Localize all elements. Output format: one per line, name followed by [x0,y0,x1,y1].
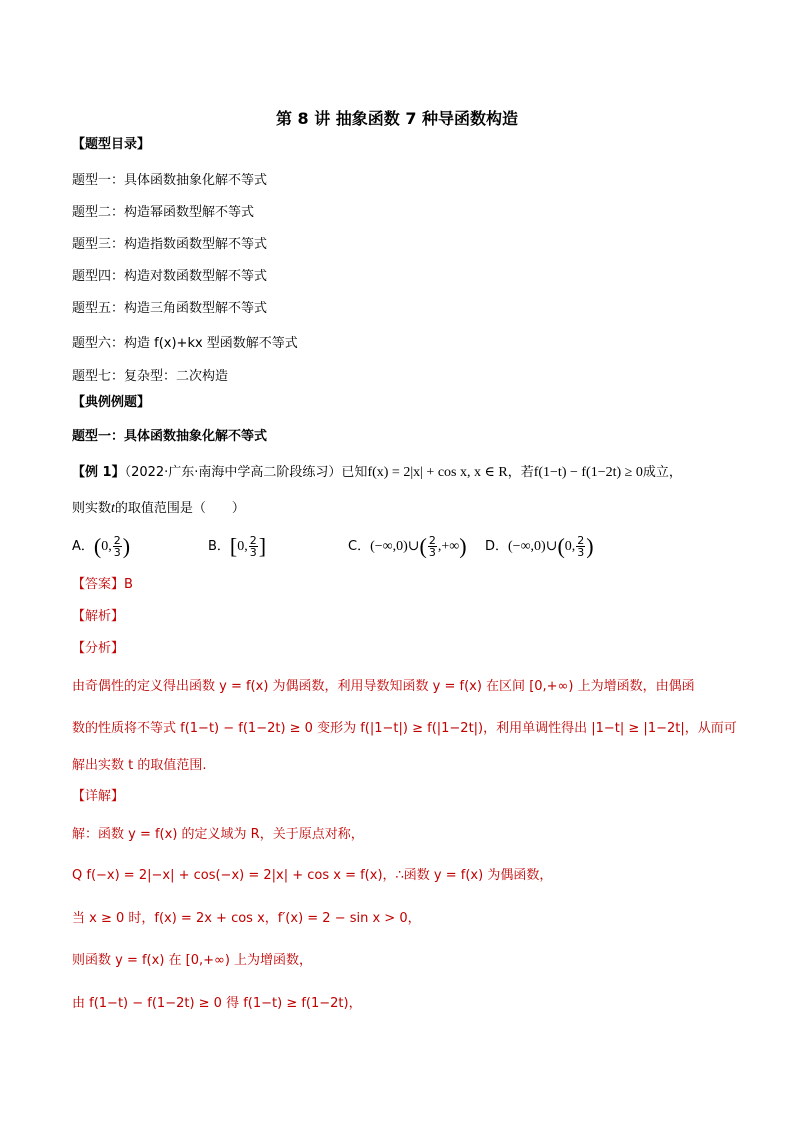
option-d-label: D． [485,539,509,554]
toc-item-6: 题型六：构造 f(x)+kx 型函数解不等式 [72,336,298,351]
fraction: $\frac{2}{3}$ [113,534,121,559]
answer-label: 【答案】B [72,577,133,592]
detail-line-4: 则函数 y = f(x) 在 [0,+∞) 上为增函数， [72,953,313,968]
fraction: $\frac{2}{3}$ [577,534,585,559]
condition-suffix: 成立， [642,465,682,480]
toc-header: 【题型目录】 [72,137,151,152]
analysis-header: 【解析】 [72,609,125,624]
option-d[interactable] [485,535,594,558]
toc-item-7: 题型七：复杂型：二次构造 [72,369,229,384]
paren-close: ) [459,533,467,559]
detail-line-5: 由 f(1−t) − f(1−2t) ≥ 0 得 f(1−t) ≥ f(1−2t)， [72,996,362,1011]
bracket-close: ] [258,533,267,559]
example-line-1 [72,464,682,482]
fraction: $\frac{2}{3}$ [428,534,436,559]
analysis-line-2: 数的性质将不等式 f(1−t) − f(1−2t) ≥ 0 变形为 f(|1−t|) ≥ f(|1−2t|)，利用单调性得出 |1−t| ≥ |1−2t|，从而可 [72,721,737,736]
bracket-open: [ [229,533,238,559]
detail-header: 【详解】 [72,789,125,804]
function-def: f(x) = 2|x| + cos x, x ∈ R [367,465,508,480]
inequality: f(1−t) − f(1−2t) ≥ 0 [533,465,643,480]
option-a-label: A． [72,539,94,554]
example-tag: 【例 1】 [72,465,125,480]
toc-item-1: 题型一：具体函数抽象化解不等式 [72,173,268,188]
detail-line-2: Q f(−x) = 2|−x| + cos(−x) = 2|x| + cos x = f(x)，∴函数 y = f(x) 为偶函数， [72,868,553,883]
option-a[interactable] [72,535,130,558]
section-heading: 题型一：具体函数抽象化解不等式 [72,429,268,444]
page-title: 第 8 讲 抽象函数 7 种导函数构造 [275,109,519,128]
example-source: （2022·广东·南海中学高二阶段练习）已知 [124,465,368,480]
toc-item-4: 题型四：构造对数函数型解不等式 [72,269,268,284]
question-suffix: 的取值范围是（ ） [114,501,245,516]
option-c-label: C． [348,539,371,554]
paren-close: ) [122,533,131,559]
option-c-tail: ,+∞ [437,539,460,554]
detail-line-1: 解：函数 y = f(x) 的定义域为 R，关于原点对称， [72,827,364,842]
option-c-union: (−∞,0)∪ [370,539,420,554]
option-d-zero: 0, [564,539,576,554]
option-d-union: (−∞,0)∪ [508,539,558,554]
detail-line-3: 当 x ≥ 0 时，f(x) = 2x + cos x，f′(x) = 2 − sin x > 0， [72,911,421,926]
analysis-line-3: 解出实数 t 的取值范围. [72,758,207,773]
condition-prefix: ，若 [507,465,534,480]
question-prefix: 则实数 [72,501,112,516]
option-a-zero: 0, [101,539,112,554]
question-variable: t [111,501,115,516]
option-c[interactable] [348,535,467,558]
option-b-label: B． [208,539,230,554]
fraction: $\frac{2}{3}$ [249,534,257,559]
paren-open: ( [557,533,565,559]
analysis-line-1: 由奇偶性的定义得出函数 y = f(x) 为偶函数，利用导数知函数 y = f(x) 在区间 [0,+∞) 上为增函数，由偶函 [72,679,695,694]
option-b[interactable] [208,535,266,558]
option-b-zero: 0, [237,539,248,554]
paren-close: ) [586,533,594,559]
fenxi-header: 【分析】 [72,641,125,656]
toc-item-5: 题型五：构造三角函数型解不等式 [72,301,268,316]
toc-item-3: 题型三：构造指数函数型解不等式 [72,237,268,252]
examples-header: 【典例例题】 [72,395,151,410]
paren-open: ( [419,533,427,559]
toc-item-2: 题型二：构造幂函数型解不等式 [72,205,255,220]
example-line-2 [72,500,245,518]
paren-open: ( [93,533,102,559]
